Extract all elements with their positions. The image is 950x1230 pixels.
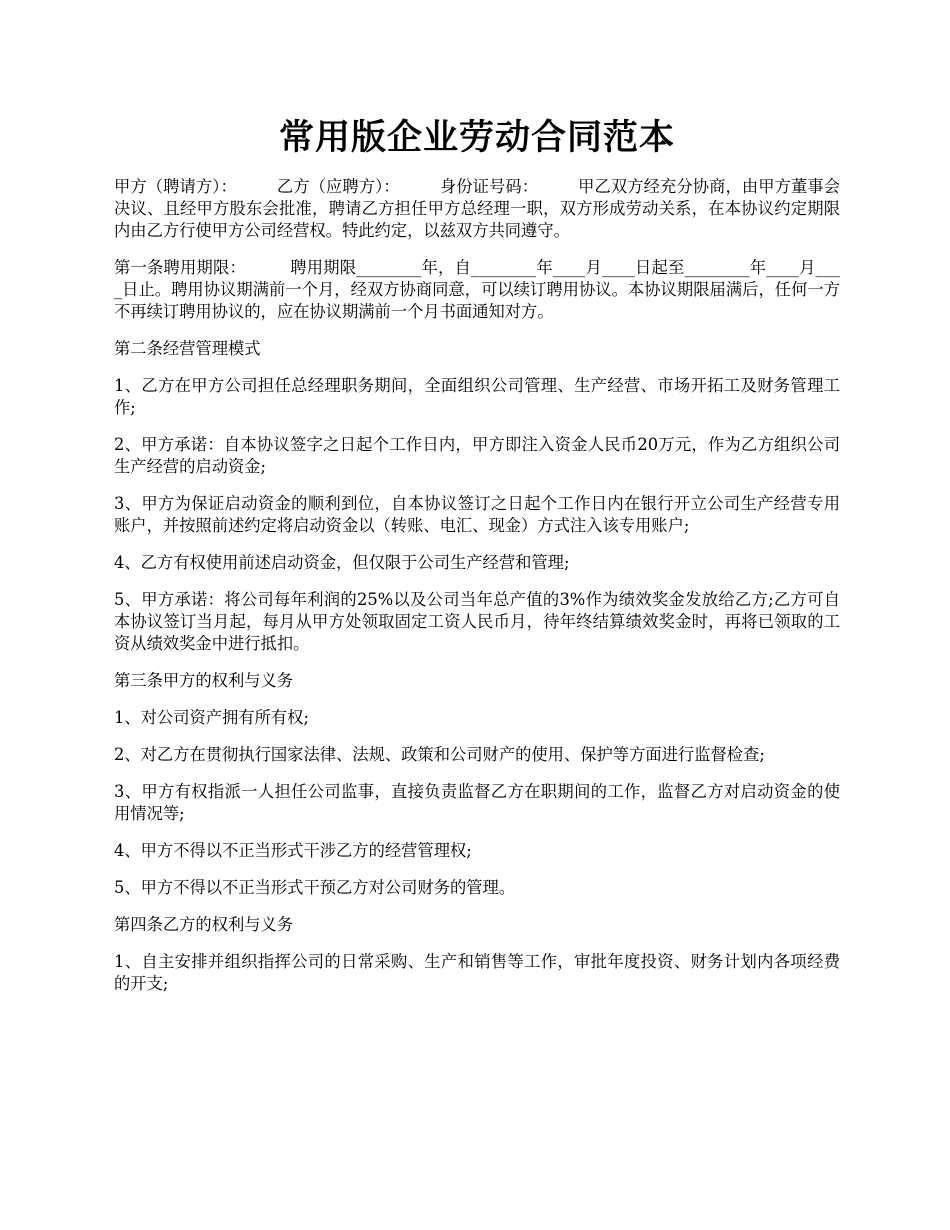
article-4-item-1: 1、自主安排并组织指挥公司的日常采购、生产和销售等工作，审批年度投资、财务计划内各项经费的开支;	[114, 952, 840, 993]
article-3-item-3: 3、甲方有权指派一人担任公司监事，直接负责监督乙方在职期间的工作，监督乙方对启动资金的使用情况等;	[114, 782, 840, 823]
article-3-item-1: 1、对公司资产拥有所有权;	[114, 708, 309, 727]
intro-paragraph	[114, 176, 840, 242]
article-2-item-1: 1、乙方在甲方公司担任总经理职务期间，全面组织公司管理、生产经营、市场开拓工及财务管理工作;	[114, 376, 840, 417]
article-3-item-4: 4、甲方不得以不正当形式干涉乙方的经营管理权;	[114, 841, 472, 860]
intro-text: 甲乙双方经充分协商，由甲方董事会决议、且经甲方股东会批准，聘请乙方担任甲方总经理一职，双方形成劳动关系，在本协议约定期限内由乙方行使甲方公司经营权。特此约定，以兹双方共同遵守。	[114, 177, 840, 240]
id-number-label: 身份证号码：	[439, 177, 539, 196]
article-3-heading: 第三条甲方的权利与义务	[114, 671, 294, 690]
document-title: 常用版企业劳动合同范本	[278, 117, 675, 158]
article-2-item-2: 2、甲方承诺：自本协议签字之日起个工作日内，甲方即注入资金人民币20万元，作为乙方组织公司生产经营的启动资金;	[114, 435, 840, 476]
party-b-label: 乙方（应聘方）：	[276, 177, 400, 196]
party-a-label: 甲方（聘请方）：	[114, 177, 237, 196]
article-3-item-2: 2、对乙方在贯彻执行国家法律、法规、政策和公司财产的使用、保护等方面进行监督检查;	[114, 745, 765, 764]
article-2-heading: 第二条经营管理模式	[114, 339, 261, 358]
article-2-item-5: 5、甲方承诺：将公司每年利润的25%以及公司当年总产值的3%作为绩效奖金发放给乙方;乙方可自本协议签订当月起，每月从甲方处领取固定工资人民币月，待年终结算绩效奖金时，再将已领取的工资从绩效奖金中进行抵扣。	[114, 590, 840, 653]
article-2-item-4: 4、乙方有权使用前述启动资金，但仅限于公司生产经营和管理;	[114, 553, 570, 572]
article-4-heading: 第四条乙方的权利与义务	[114, 915, 294, 934]
article-2-item-3: 3、甲方为保证启动资金的顺利到位，自本协议签订之日起个工作日内在银行开立公司生产经营专用账户，并按照前述约定将启动资金以（转账、电汇、现金）方式注入该专用账户;	[114, 494, 840, 535]
article-1-heading: 第一条聘用期限：	[114, 258, 246, 277]
article-3-item-5: 5、甲方不得以不正当形式干预乙方对公司财务的管理。	[114, 878, 516, 897]
article-1-paragraph	[114, 257, 840, 323]
document-page	[114, 0, 840, 995]
article-1-text: 聘用期限________年，自________年____月____日起至________年____月____日止。聘用协议期满前一个月，经双方协商同意，可以续订聘用协议。本协议期限届满后，任何一方不再续订聘用协议的，应在协议期满前一个月书面通知对方。	[114, 258, 840, 321]
